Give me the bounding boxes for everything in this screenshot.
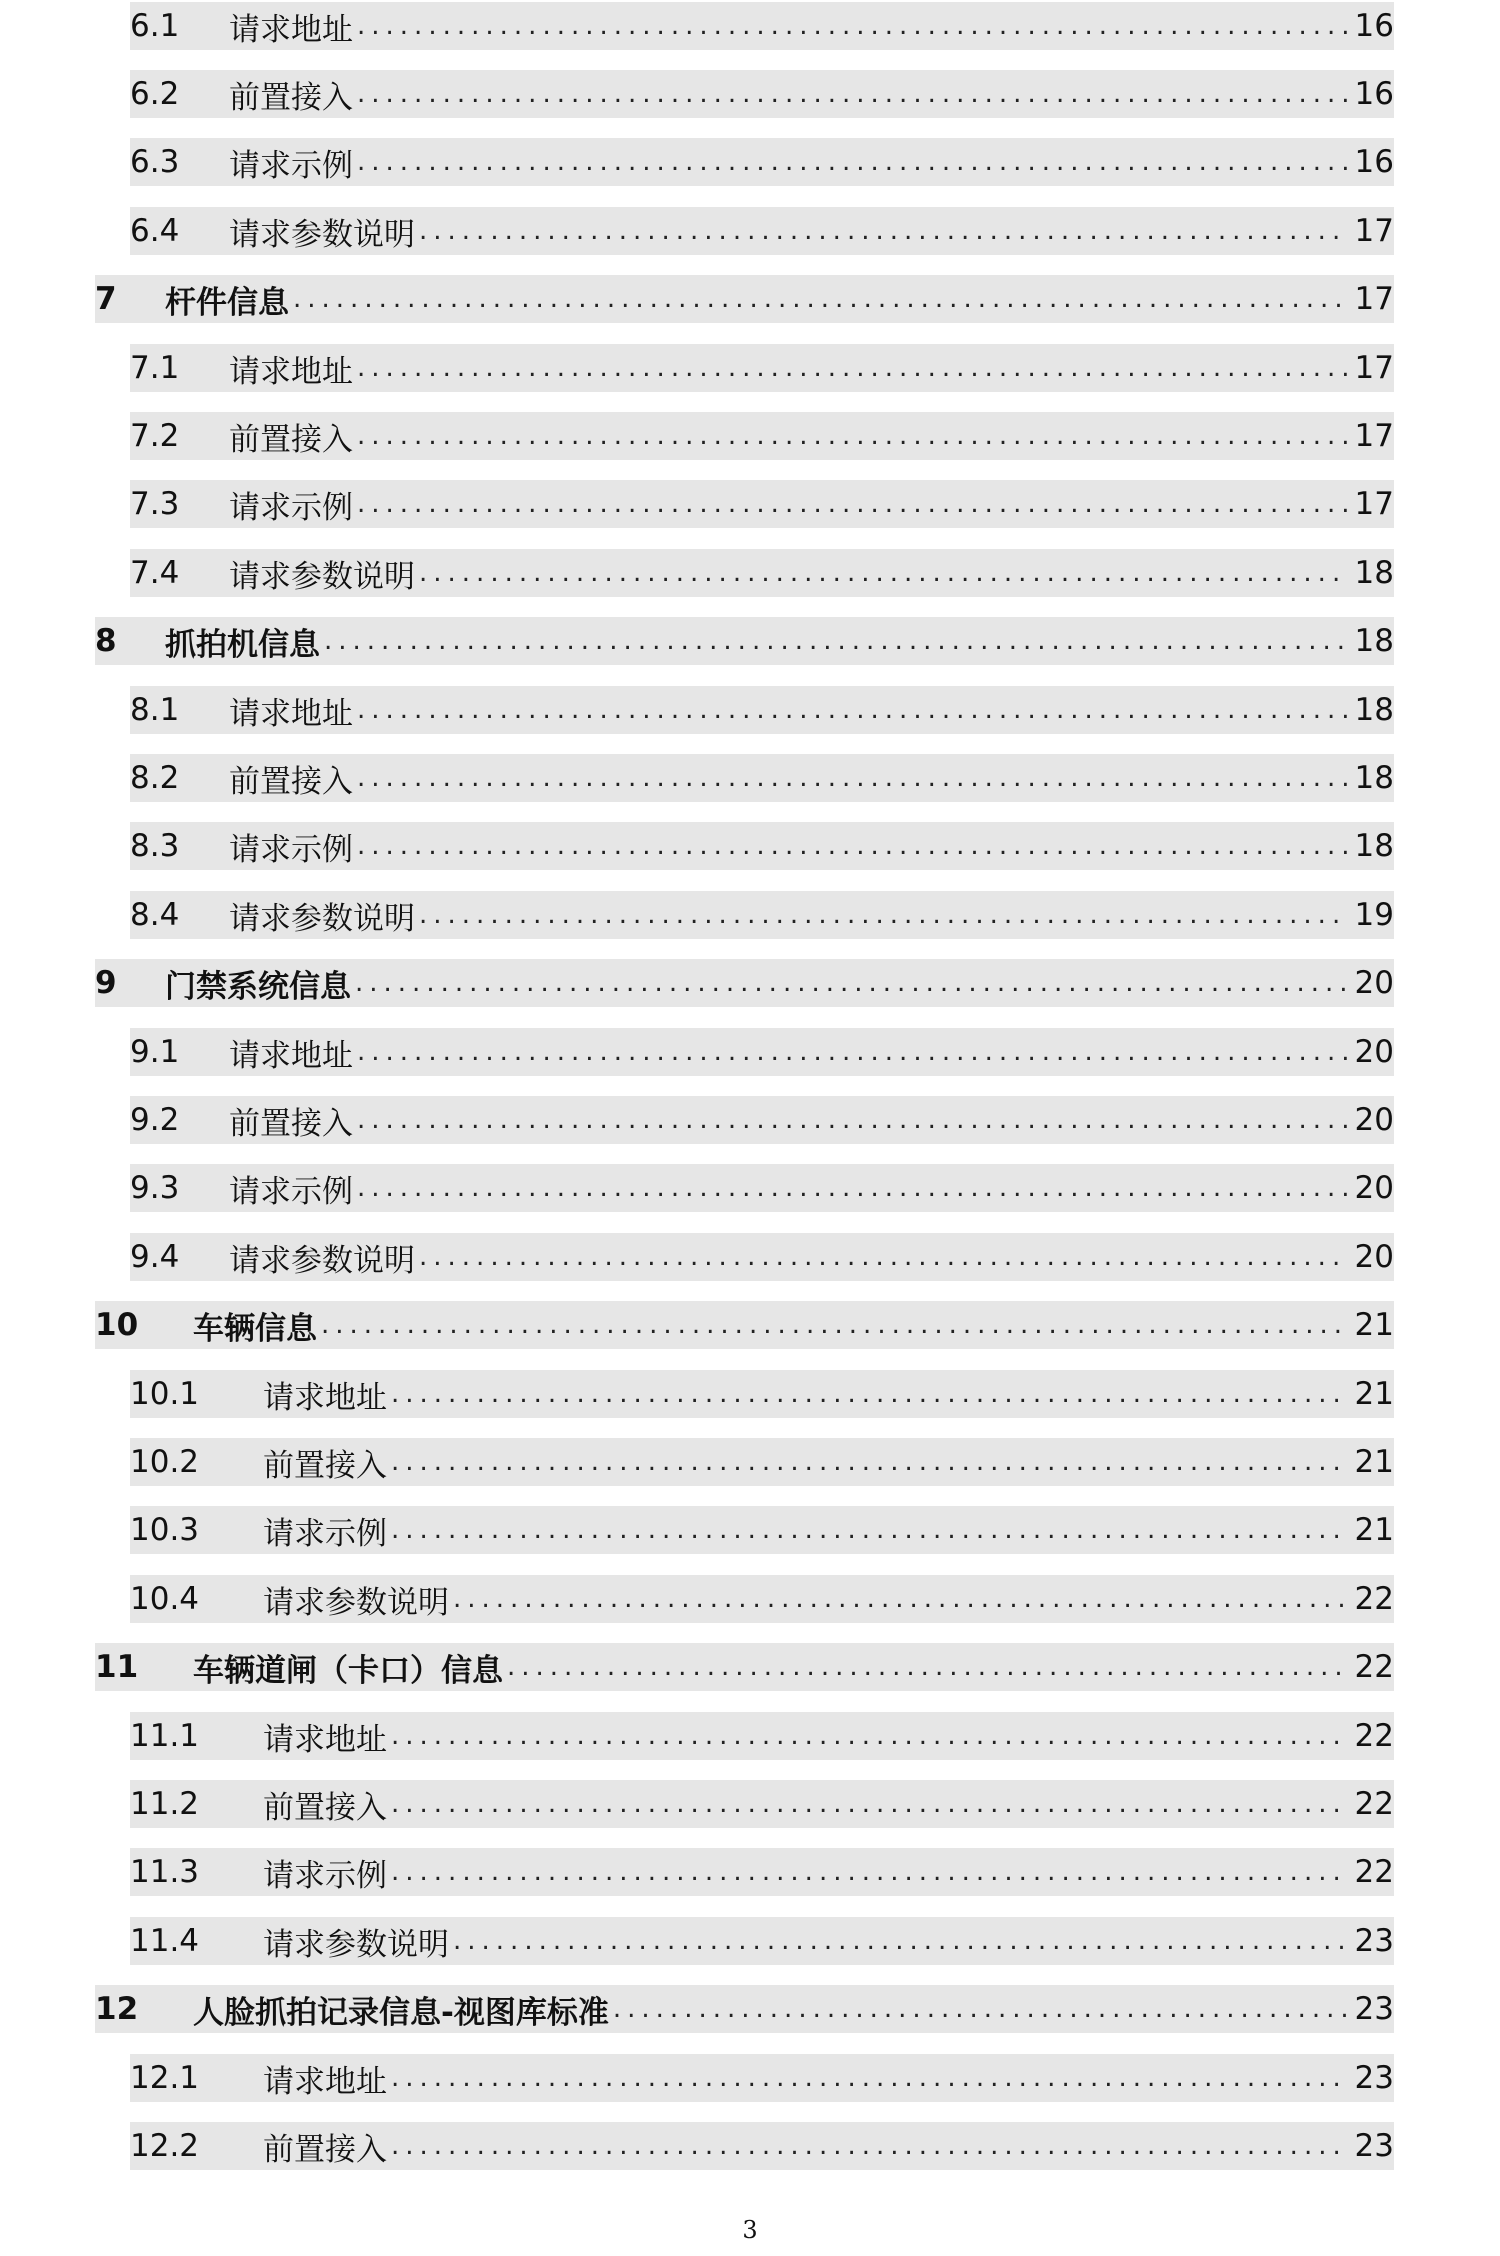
toc-entry-title: 人脸抓拍记录信息-视图库标准 [193, 1994, 609, 2031]
toc-leader-dots [357, 1173, 1349, 1203]
toc-entry-number: 10.4 [130, 1581, 200, 1617]
toc-entry-title: 前置接入 [263, 1789, 387, 1826]
toc-leader-dots [357, 695, 1349, 725]
toc-entry-number: 8.2 [130, 760, 180, 796]
toc-entry-number: 6.3 [130, 144, 180, 180]
toc-entry-7-4[interactable] [130, 549, 1394, 597]
toc-leader-dots [391, 1857, 1349, 1887]
toc-entry-page: 23 [1354, 2060, 1394, 2096]
toc-entry-12-2[interactable] [130, 2122, 1394, 2170]
toc-entry-page: 23 [1354, 2128, 1394, 2164]
toc-entry-title: 前置接入 [263, 1447, 387, 1484]
toc-leader-dots [391, 1447, 1349, 1477]
toc-entry-title: 请求参数说明 [263, 1584, 449, 1621]
toc-leader-dots [357, 763, 1349, 793]
toc-entry-number: 10.1 [130, 1376, 200, 1412]
toc-entry-8-3[interactable] [130, 822, 1394, 870]
toc-entry-9[interactable] [95, 959, 1394, 1007]
toc-entry-title: 前置接入 [229, 79, 353, 116]
toc-entry-title: 前置接入 [229, 421, 353, 458]
toc-leader-dots [357, 421, 1349, 451]
toc-leader-dots [391, 1515, 1349, 1545]
toc-entry-page: 17 [1354, 350, 1394, 386]
toc-entry-page: 20 [1354, 1034, 1394, 1070]
toc-entry-page: 22 [1354, 1786, 1394, 1822]
toc-entry-title: 请求示例 [229, 489, 353, 526]
toc-leader-dots [453, 1584, 1349, 1614]
toc-entry-title: 请求参数说明 [229, 216, 415, 253]
toc-leader-dots [355, 968, 1349, 998]
toc-entry-8-1[interactable] [130, 686, 1394, 734]
toc-entry-page: 21 [1354, 1512, 1394, 1548]
toc-leader-dots [613, 1994, 1349, 2024]
toc-entry-9-2[interactable] [130, 1096, 1394, 1144]
toc-entry-title: 请求示例 [263, 1857, 387, 1894]
toc-entry-page: 17 [1354, 213, 1394, 249]
toc-entry-number: 11.1 [130, 1718, 200, 1754]
toc-entry-number: 11.3 [130, 1854, 200, 1890]
toc-entry-title: 请求参数说明 [229, 558, 415, 595]
toc-entry-number: 6.4 [130, 213, 180, 249]
toc-entry-page: 20 [1354, 1102, 1394, 1138]
toc-entry-page: 21 [1354, 1444, 1394, 1480]
toc-entry-6-3[interactable] [130, 138, 1394, 186]
toc-entry-6-2[interactable] [130, 70, 1394, 118]
toc-entry-number: 10.2 [130, 1444, 200, 1480]
toc-leader-dots [324, 626, 1349, 656]
toc-entry-title: 杆件信息 [165, 284, 289, 321]
toc-leader-dots [357, 831, 1349, 861]
toc-entry-page: 20 [1354, 1170, 1394, 1206]
toc-leader-dots [391, 1721, 1349, 1751]
toc-entry-page: 16 [1354, 76, 1394, 112]
toc-entry-page: 20 [1354, 965, 1394, 1001]
toc-leader-dots [391, 2131, 1349, 2161]
toc-entry-title: 前置接入 [229, 763, 353, 800]
toc-entry-page: 18 [1354, 555, 1394, 591]
toc-entry-page: 22 [1354, 1854, 1394, 1890]
toc-entry-title: 抓拍机信息 [165, 626, 320, 663]
toc-entry-12[interactable] [95, 1985, 1394, 2033]
toc-entry-6-1[interactable] [130, 2, 1394, 50]
toc-leader-dots [419, 1242, 1349, 1272]
toc-entry-page: 22 [1354, 1718, 1394, 1754]
toc-entry-9-4[interactable] [130, 1233, 1394, 1281]
toc-entry-page: 22 [1354, 1649, 1394, 1685]
toc-entry-9-1[interactable] [130, 1028, 1394, 1076]
toc-entry-page: 23 [1354, 1991, 1394, 2027]
toc-entry-11-4[interactable] [130, 1917, 1394, 1965]
toc-entry-10-1[interactable] [130, 1370, 1394, 1418]
toc-entry-title: 请求示例 [263, 1515, 387, 1552]
toc-entry-page: 22 [1354, 1581, 1394, 1617]
toc-entry-10-4[interactable] [130, 1575, 1394, 1623]
toc-leader-dots [357, 79, 1349, 109]
toc-entry-number: 11 [95, 1649, 139, 1685]
toc-entry-10-2[interactable] [130, 1438, 1394, 1486]
toc-entry-11[interactable] [95, 1643, 1394, 1691]
toc-leader-dots [357, 1037, 1349, 1067]
toc-entry-page: 20 [1354, 1239, 1394, 1275]
toc-entry-page: 17 [1354, 281, 1394, 317]
toc-entry-title: 请求地址 [263, 1721, 387, 1758]
toc-leader-dots [391, 1789, 1349, 1819]
toc-entry-page: 18 [1354, 760, 1394, 796]
toc-leader-dots [321, 1310, 1349, 1340]
toc-entry-page: 16 [1354, 8, 1394, 44]
toc-entry-6-4[interactable] [130, 207, 1394, 255]
toc-entry-page: 21 [1354, 1376, 1394, 1412]
toc-entry-7-2[interactable] [130, 412, 1394, 460]
toc-entry-number: 9.1 [130, 1034, 180, 1070]
toc-entry-number: 9 [95, 965, 117, 1001]
toc-entry-page: 18 [1354, 692, 1394, 728]
toc-entry-number: 8.3 [130, 828, 180, 864]
toc-entry-8-2[interactable] [130, 754, 1394, 802]
toc-entry-10-3[interactable] [130, 1506, 1394, 1554]
toc-entry-title: 请求地址 [263, 2063, 387, 2100]
toc-entry-title: 车辆信息 [193, 1310, 317, 1347]
toc-entry-7[interactable] [95, 275, 1394, 323]
toc-entry-number: 12.2 [130, 2128, 200, 2164]
toc-entry-page: 23 [1354, 1923, 1394, 1959]
toc-entry-number: 8 [95, 623, 117, 659]
toc-entry-12-1[interactable] [130, 2054, 1394, 2102]
toc-entry-page: 18 [1354, 828, 1394, 864]
toc-leader-dots [419, 900, 1349, 930]
toc-leader-dots [357, 489, 1349, 519]
toc-leader-dots [419, 558, 1349, 588]
toc-entry-title: 请求地址 [229, 1037, 353, 1074]
toc-entry-number: 12 [95, 1991, 139, 2027]
toc-entry-number: 7.3 [130, 486, 180, 522]
toc-entry-number: 6.1 [130, 8, 180, 44]
toc-entry-number: 7.4 [130, 555, 180, 591]
toc-entry-title: 前置接入 [229, 1105, 353, 1142]
toc-entry-title: 请求示例 [229, 147, 353, 184]
toc-entry-page: 16 [1354, 144, 1394, 180]
toc-entry-title: 请求地址 [229, 11, 353, 48]
toc-entry-number: 9.2 [130, 1102, 180, 1138]
toc-leader-dots [391, 2063, 1349, 2093]
toc-entry-10[interactable] [95, 1301, 1394, 1349]
toc-leader-dots [357, 147, 1349, 177]
toc-leader-dots [357, 11, 1349, 41]
toc-entry-7-1[interactable] [130, 344, 1394, 392]
toc-entry-8-4[interactable] [130, 891, 1394, 939]
toc-entry-title: 请求地址 [229, 695, 353, 732]
toc-entry-page: 17 [1354, 486, 1394, 522]
toc-leader-dots [391, 1379, 1349, 1409]
toc-entry-number: 9.3 [130, 1170, 180, 1206]
toc-leader-dots [357, 353, 1349, 383]
toc-leader-dots [419, 216, 1349, 246]
toc-entry-7-3[interactable] [130, 480, 1394, 528]
toc-leader-dots [293, 284, 1349, 314]
toc-entry-11-1[interactable] [130, 1712, 1394, 1760]
toc-entry-number: 8.1 [130, 692, 180, 728]
toc-entry-number: 10.3 [130, 1512, 200, 1548]
toc-entry-page: 19 [1354, 897, 1394, 933]
toc-entry-9-3[interactable] [130, 1164, 1394, 1212]
toc-entry-title: 门禁系统信息 [165, 968, 351, 1005]
toc-entry-page: 21 [1354, 1307, 1394, 1343]
page-number: 3 [742, 2216, 758, 2244]
toc-entry-title: 请求示例 [229, 1173, 353, 1210]
toc-leader-dots [507, 1652, 1349, 1682]
toc-entry-title: 前置接入 [263, 2131, 387, 2168]
toc-leader-dots [357, 1105, 1349, 1135]
toc-entry-8[interactable] [95, 617, 1394, 665]
toc-entry-11-3[interactable] [130, 1848, 1394, 1896]
toc-entry-number: 11.2 [130, 1786, 200, 1822]
toc-entry-number: 10 [95, 1307, 139, 1343]
toc-entry-number: 9.4 [130, 1239, 180, 1275]
toc-entry-11-2[interactable] [130, 1780, 1394, 1828]
toc-entry-number: 12.1 [130, 2060, 200, 2096]
toc-entry-title: 请求参数说明 [229, 1242, 415, 1279]
toc-entry-number: 6.2 [130, 76, 180, 112]
toc-entry-number: 7 [95, 281, 117, 317]
toc-entry-title: 请求地址 [229, 353, 353, 390]
toc-entry-title: 请求地址 [263, 1379, 387, 1416]
toc-entry-title: 请求示例 [229, 831, 353, 868]
toc-entry-number: 11.4 [130, 1923, 200, 1959]
toc-entry-number: 8.4 [130, 897, 180, 933]
toc-entry-page: 17 [1354, 418, 1394, 454]
toc-entry-number: 7.1 [130, 350, 180, 386]
toc-entry-title: 请求参数说明 [229, 900, 415, 937]
toc-entry-number: 7.2 [130, 418, 180, 454]
toc-entry-title: 请求参数说明 [263, 1926, 449, 1963]
toc-entry-page: 18 [1354, 623, 1394, 659]
toc-entry-title: 车辆道闸（卡口）信息 [193, 1652, 503, 1689]
toc-leader-dots [453, 1926, 1349, 1956]
